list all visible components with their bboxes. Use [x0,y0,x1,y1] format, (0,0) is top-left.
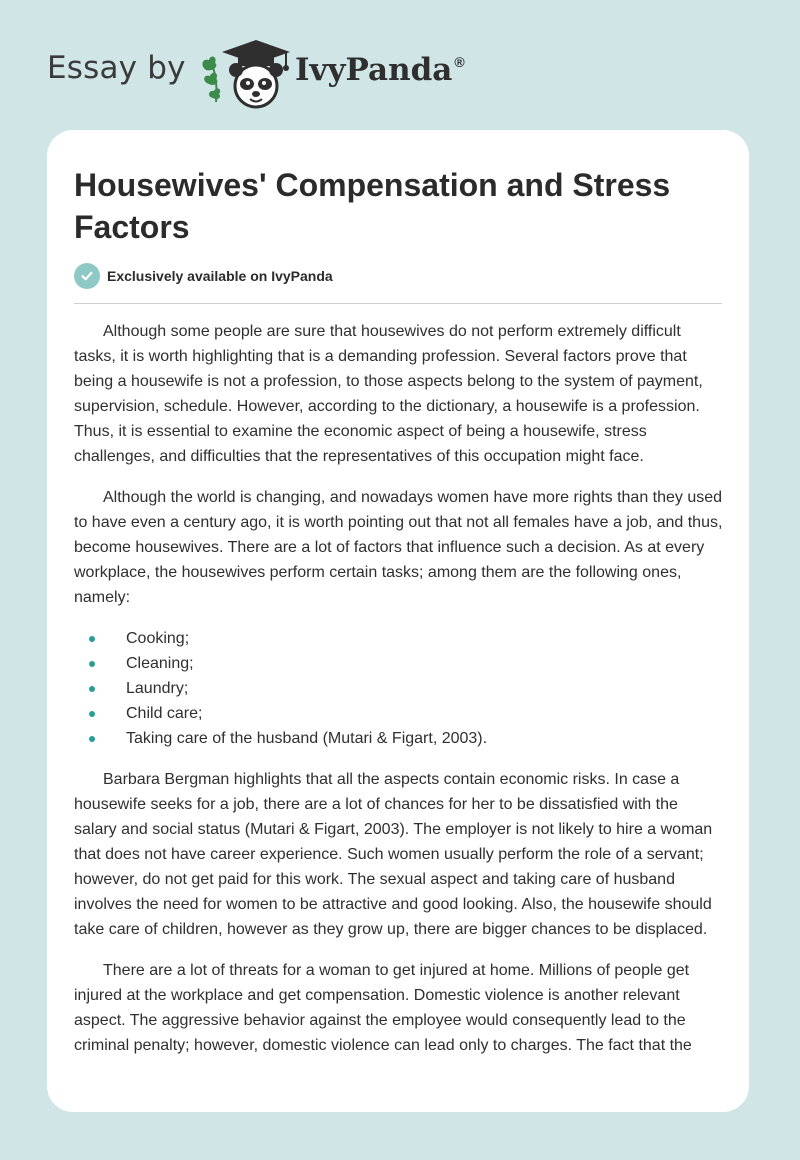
exclusive-badge [74,263,333,289]
bullet-icon [89,686,95,692]
bullet-icon [89,736,95,742]
task-list [74,626,724,751]
bullet-icon [89,711,95,717]
page-title: Housewives' Compensation and Stress Factors [74,167,671,245]
list-item-text: Cleaning; [126,655,194,672]
list-item-text: Child care; [126,705,203,722]
essay-card [47,130,749,1112]
list-item [74,676,724,701]
list-item [74,701,724,726]
site-header [0,0,800,130]
list-item [74,726,724,751]
list-item-text: Cooking; [126,630,190,647]
checkmark-icon [74,263,100,289]
list-item [74,626,724,651]
brand-text: IvyPanda [295,52,453,88]
registered-mark: ® [454,54,465,70]
paragraph: Although the world is changing, and nowadays women have more rights than they used to have even a century ago, it is worth pointing out that not all females have a job, and thus, become housewives. There are a lot of factors that influence such a decision. As at every workplace, the housewives perform certain tasks; among them are the following ones, namely: [74,489,723,606]
paragraph: Although some people are sure that housewives do not perform extremely difficult tasks, it is worth highlighting that is a demanding profession. Several factors prove that being a housewife is not a profession, to those aspects belong to the system of payment, supervision, schedule. However, according to the dictionary, a housewife is a profession. Thus, it is essential to examine the economic aspect of being a housewife, stress challenges, and difficulties that the representatives of this occupation might face. [74,323,703,465]
essay-body [74,319,724,1074]
list-item [74,651,724,676]
essay-by-label: Essay by [47,50,186,86]
list-item-text: Laundry; [126,680,189,697]
bullet-icon [89,636,95,642]
ivypanda-logo-icon[interactable] [200,36,296,110]
divider [74,303,722,304]
bullet-icon [89,661,95,667]
paragraph: Barbara Bergman highlights that all the aspects contain economic risks. In case a housewife seeks for a job, there are a lot of chances for her to be dissatisfied with the salary and social status (Mutari & Figart, 2003). The employer is not likely to hire a woman that does not have career experience. Such women usually perform the role of a servant; however, do not get paid for this work. The sexual aspect and taking care of husband involves the need for women to be attractive and good looking. Also, the housewife should take care of children, however as they grow up, there are bigger chances to be displaced. [74,771,713,938]
paragraph: There are a lot of threats for a woman to get injured at home. Millions of people get injured at the workplace and get compensation. Domestic violence is another relevant aspect. The aggressive behavior against the employee would consequently lead to the criminal penalty; however, domestic violence can lead only to charges. The fact that the [74,962,692,1054]
brand-name[interactable] [295,52,465,88]
list-item-text: Taking care of the husband (Mutari & Figart, 2003). [126,730,488,747]
exclusive-label: Exclusively available on IvyPanda [107,268,333,284]
